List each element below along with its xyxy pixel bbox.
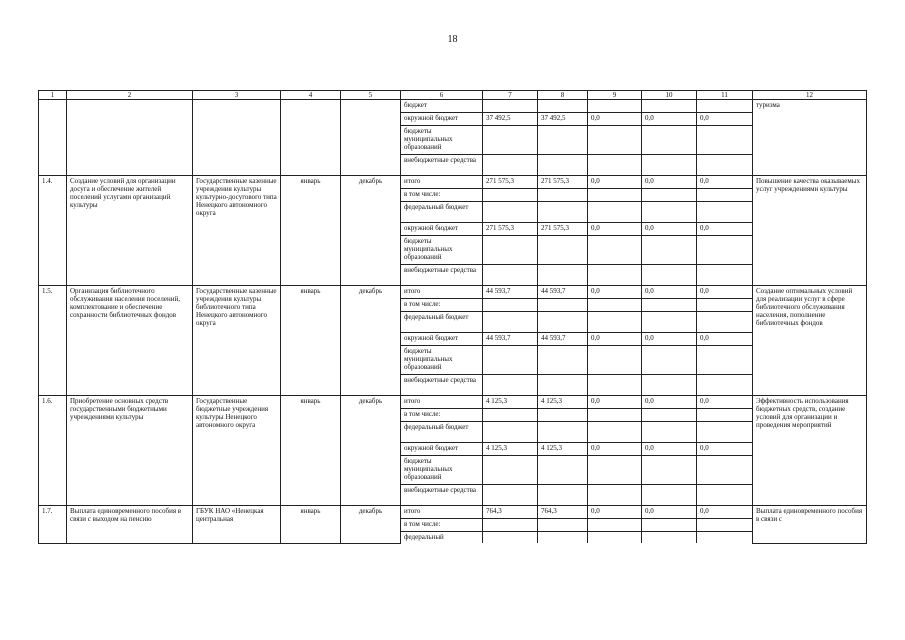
value-cell-11 [697,346,753,375]
event-end-month: декабрь [341,286,401,396]
funding-source-cell: бюджеты муниципальных образований [401,236,483,265]
value-cell-7 [483,189,538,202]
value-cell-11 [697,422,753,443]
value-cell-8 [538,456,588,485]
value-cell-7 [483,532,538,544]
value-cell-9: 0,0 [588,113,642,126]
result-cell: туризма [753,100,867,176]
funding-source-cell: внебюджетные средства [401,265,483,286]
event-executor: Государственные казенные учреждения культуры библиотечного типа Ненецкого автономного округа [193,286,281,396]
funding-source-cell: окружной бюджет [401,443,483,456]
event-number: 1.6. [39,396,67,506]
funding-source-cell: бюджеты муниципальных образований [401,126,483,155]
value-cell-10 [642,346,697,375]
value-cell-11: 0,0 [697,176,753,189]
funding-source-cell: внебюджетные средства [401,485,483,506]
value-cell-9 [588,456,642,485]
value-cell-9 [588,299,642,312]
value-cell-7 [483,100,538,113]
value-cell-9 [588,485,642,506]
column-header-4: 4 [281,91,341,100]
value-cell-9 [588,265,642,286]
value-cell-7 [483,375,538,396]
value-cell-10 [642,126,697,155]
funding-source-cell: бюджеты муниципальных образований [401,456,483,485]
value-cell-10 [642,189,697,202]
event-name: Приобретение основных средств государственными бюджетными учреждениями культуры [67,396,193,506]
event-name: Выплата единовременного пособия в связи с выходом на пенсию [67,506,193,544]
value-cell-11 [697,375,753,396]
column-header-10: 10 [642,91,697,100]
expected-result: Выплата единовременного пособия в связи с [753,506,867,544]
column-header-9: 9 [588,91,642,100]
funding-source-cell: в том числе: [401,409,483,422]
event-cell [67,100,193,176]
value-cell-11: 0,0 [697,286,753,299]
value-cell-7 [483,346,538,375]
value-cell-7 [483,265,538,286]
value-cell-8 [538,422,588,443]
value-cell-11: 0,0 [697,223,753,236]
value-cell-10: 0,0 [642,223,697,236]
value-cell-7: 37 492,5 [483,113,538,126]
event-start-month: январь [281,396,341,506]
value-cell-10 [642,409,697,422]
column-header-2: 2 [67,91,193,100]
event-number: 1.5. [39,286,67,396]
event-executor: Государственные казенные учреждения культуры культурно-досугового типа Ненецкого автономного округа [193,176,281,286]
value-cell-7 [483,312,538,333]
value-cell-8 [538,265,588,286]
event-executor: Государственные бюджетные учреждения культуры Ненецкого автономного округа [193,396,281,506]
expected-result: Эффективность использования бюджетных средств, создание условий для организации и проведения мероприятий [753,396,867,506]
value-cell-8: 271 575,3 [538,223,588,236]
value-cell-9: 0,0 [588,506,642,519]
value-cell-9 [588,100,642,113]
executor-cell [193,100,281,176]
value-cell-10 [642,519,697,532]
funding-source-cell: в том числе: [401,519,483,532]
column-header-5: 5 [341,91,401,100]
value-cell-10 [642,202,697,223]
event-row [39,176,867,189]
funding-source-cell: окружной бюджет [401,333,483,346]
value-cell-8 [538,485,588,506]
value-cell-11 [697,236,753,265]
column-header-12: 12 [753,91,867,100]
value-cell-8 [538,519,588,532]
value-cell-9: 0,0 [588,223,642,236]
funding-source-cell: федеральный бюджет [401,422,483,443]
column-header-1: 1 [39,91,67,100]
value-cell-11: 0,0 [697,396,753,409]
event-start-month: январь [281,506,341,544]
column-header-6: 6 [401,91,483,100]
value-cell-7 [483,155,538,176]
value-cell-8 [538,409,588,422]
funding-source-cell: итого [401,286,483,299]
value-cell-9: 0,0 [588,333,642,346]
expected-result: Создание оптимальных условий для реализации услуг в сфере библиотечного обслуживания населения, пополнение библиотечных фондов [753,286,867,396]
value-cell-10: 0,0 [642,396,697,409]
column-header-8: 8 [538,91,588,100]
value-cell-7: 44 593,7 [483,286,538,299]
value-cell-9: 0,0 [588,286,642,299]
event-end-month: декабрь [341,176,401,286]
event-start-month: январь [281,176,341,286]
value-cell-11: 0,0 [697,506,753,519]
value-cell-11 [697,519,753,532]
column-header-3: 3 [193,91,281,100]
value-cell-10: 0,0 [642,113,697,126]
value-cell-9: 0,0 [588,396,642,409]
value-cell-11: 0,0 [697,443,753,456]
value-cell-11 [697,126,753,155]
num-cell [39,100,67,176]
funding-source-cell: федеральный [401,532,483,544]
funding-source-cell: бюджет [401,100,483,113]
event-executor: ГБУК НАО «Ненецкая центральная [193,506,281,544]
value-cell-7 [483,422,538,443]
funding-source-cell: в том числе: [401,189,483,202]
value-cell-10 [642,155,697,176]
page-number: 18 [447,34,458,45]
value-cell-11 [697,299,753,312]
value-cell-7 [483,299,538,312]
value-cell-8: 44 593,7 [538,333,588,346]
value-cell-9 [588,409,642,422]
value-cell-8: 44 593,7 [538,286,588,299]
funding-source-cell: итого [401,506,483,519]
value-cell-8: 37 492,5 [538,113,588,126]
funding-source-cell: федеральный бюджет [401,202,483,223]
value-cell-7: 4 125,3 [483,443,538,456]
funding-source-cell: окружной бюджет [401,223,483,236]
event-row [39,396,867,409]
value-cell-9 [588,126,642,155]
value-cell-10 [642,375,697,396]
value-cell-10 [642,312,697,333]
value-cell-8: 4 125,3 [538,443,588,456]
value-cell-10: 0,0 [642,443,697,456]
value-cell-7 [483,236,538,265]
value-cell-7: 44 593,7 [483,333,538,346]
value-cell-10 [642,456,697,485]
value-cell-8: 4 125,3 [538,396,588,409]
funding-source-cell: окружной бюджет [401,113,483,126]
event-row [39,506,867,519]
value-cell-11 [697,265,753,286]
value-cell-9 [588,202,642,223]
column-header-11: 11 [697,91,753,100]
value-cell-8 [538,312,588,333]
funding-source-cell: федеральный бюджет [401,312,483,333]
value-cell-10 [642,485,697,506]
header-row [39,91,867,100]
value-cell-11 [697,409,753,422]
value-cell-7: 4 125,3 [483,396,538,409]
value-cell-9 [588,155,642,176]
value-cell-11 [697,532,753,544]
value-cell-11 [697,189,753,202]
column-header-7: 7 [483,91,538,100]
value-cell-7: 764,3 [483,506,538,519]
value-cell-9 [588,375,642,396]
value-cell-11: 0,0 [697,333,753,346]
program-events-table [38,90,867,544]
value-cell-10 [642,100,697,113]
value-cell-8 [538,299,588,312]
expected-result: Повышение качества оказываемых услуг учреждениями культуры [753,176,867,286]
value-cell-8 [538,189,588,202]
value-cell-8 [538,126,588,155]
value-cell-7 [483,126,538,155]
value-cell-11 [697,202,753,223]
value-cell-9: 0,0 [588,443,642,456]
value-cell-10 [642,265,697,286]
value-cell-7 [483,456,538,485]
value-cell-9 [588,236,642,265]
value-cell-9: 0,0 [588,176,642,189]
value-cell-10: 0,0 [642,286,697,299]
value-cell-11 [697,485,753,506]
value-cell-11 [697,155,753,176]
continuation-row [39,100,867,113]
value-cell-7 [483,409,538,422]
value-cell-8: 271 575,3 [538,176,588,189]
funding-source-cell: итого [401,176,483,189]
start-cell [281,100,341,176]
event-number: 1.4. [39,176,67,286]
funding-source-cell: бюджеты муниципальных образований [401,346,483,375]
value-cell-7 [483,519,538,532]
event-end-month: декабрь [341,396,401,506]
value-cell-11: 0,0 [697,113,753,126]
value-cell-11 [697,456,753,485]
value-cell-9 [588,519,642,532]
event-row [39,286,867,299]
funding-source-cell: итого [401,396,483,409]
value-cell-10 [642,422,697,443]
value-cell-10 [642,299,697,312]
value-cell-11 [697,100,753,113]
value-cell-9 [588,422,642,443]
value-cell-7 [483,485,538,506]
funding-source-cell: внебюджетные средства [401,155,483,176]
value-cell-8 [538,202,588,223]
value-cell-8 [538,236,588,265]
value-cell-10: 0,0 [642,176,697,189]
value-cell-8 [538,532,588,544]
value-cell-8 [538,375,588,396]
end-cell [341,100,401,176]
value-cell-10 [642,236,697,265]
value-cell-9 [588,312,642,333]
value-cell-7 [483,202,538,223]
event-number: 1.7. [39,506,67,544]
value-cell-10: 0,0 [642,506,697,519]
funding-source-cell: в том числе: [401,299,483,312]
value-cell-8 [538,346,588,375]
value-cell-8: 764,3 [538,506,588,519]
value-cell-7: 271 575,3 [483,176,538,189]
event-start-month: январь [281,286,341,396]
value-cell-8 [538,100,588,113]
value-cell-9 [588,532,642,544]
value-cell-7: 271 575,3 [483,223,538,236]
event-end-month: декабрь [341,506,401,544]
funding-source-cell: внебюджетные средства [401,375,483,396]
event-name: Организация библиотечного обслуживания населения поселений, комплектование и обеспечение сохранности библиотечных фондов [67,286,193,396]
value-cell-8 [538,155,588,176]
event-name: Создание условий для организации досуга и обеспечение жителей поселений услугами организаций культуры [67,176,193,286]
value-cell-10: 0,0 [642,333,697,346]
value-cell-9 [588,346,642,375]
value-cell-10 [642,532,697,544]
value-cell-11 [697,312,753,333]
value-cell-9 [588,189,642,202]
